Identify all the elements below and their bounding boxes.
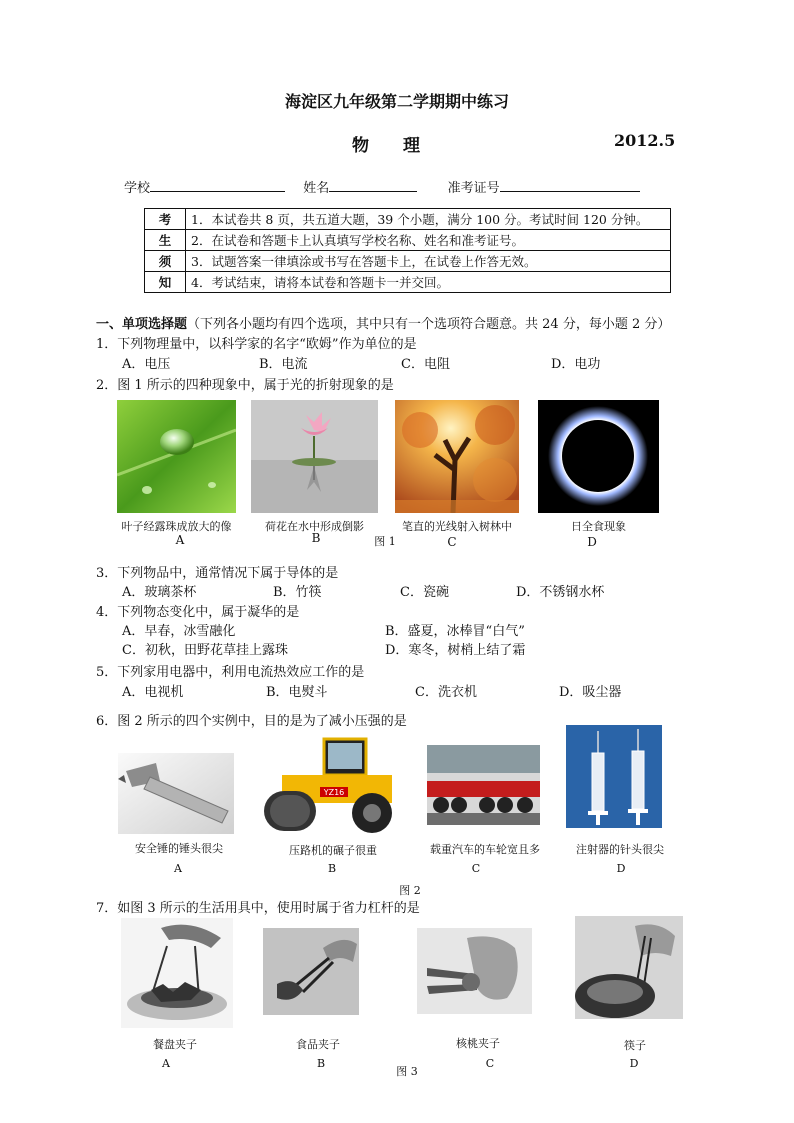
q6-caption-d: 注射器的针头很尖 <box>576 843 664 856</box>
subject-title: 物 理 <box>352 136 420 156</box>
section1-title: 一、单项选择题 <box>96 317 188 332</box>
exam-no-label: 准考证号 <box>447 181 500 196</box>
q7-caption-b: 食品夹子 <box>296 1038 340 1051</box>
name-blank[interactable] <box>329 178 417 192</box>
q3-option-d: D．不锈钢水杯 <box>516 585 605 600</box>
q6-letter-c: C <box>471 862 481 875</box>
q7-letter-b: B <box>316 1057 326 1070</box>
q5-stem: 5．下列家用电器中，利用电流热效应工作的是 <box>96 665 365 680</box>
q2-caption-c: 笔直的光线射入树林中 <box>402 520 512 533</box>
q2-letter-a: A <box>175 533 185 547</box>
q6-caption-c: 载重汽车的车轮宽且多 <box>430 843 540 856</box>
q2-caption-b: 荷花在水中形成倒影 <box>265 520 364 533</box>
q6-figure-label: 图 2 <box>399 884 421 897</box>
q7-stem: 7．如图 3 所示的生活用具中，使用时属于省力杠杆的是 <box>96 901 420 916</box>
q6-letter-a: A <box>174 862 182 875</box>
q7-letter-a: A <box>162 1057 170 1070</box>
q2-caption-d: 日全食现象 <box>571 520 626 533</box>
syringes-image <box>566 725 662 828</box>
solar-eclipse-image <box>538 400 659 513</box>
notice-row-2: 2．在试卷和答题卡上认真填写学校名称、姓名和准考证号。 <box>186 230 671 251</box>
notice-row-3: 3．试题答案一律填涂或书写在答题卡上，在试卷上作答无效。 <box>186 251 671 272</box>
q1-stem: 1．下列物理量中，以科学家的名字“欧姆”作为单位的是 <box>96 337 417 352</box>
notice-head-3: 须 <box>145 251 186 272</box>
name-label: 姓名 <box>303 181 330 196</box>
q2-stem: 2．图 1 所示的四种现象中，属于光的折射现象的是 <box>96 378 394 393</box>
q4-option-b: B．盛夏，冰棒冒“白气” <box>385 624 525 639</box>
road-roller-image <box>262 733 404 837</box>
exam-no-blank[interactable] <box>500 178 640 192</box>
heavy-truck-image <box>427 745 540 825</box>
q2-caption-a: 叶子经露珠成放大的像 <box>121 520 232 533</box>
q7-letter-c: C <box>485 1057 495 1070</box>
chopsticks-image <box>575 916 683 1019</box>
q7-caption-d: 筷子 <box>624 1039 646 1052</box>
q2-letter-d: D <box>587 535 597 549</box>
dewdrop-leaf-image <box>117 400 236 513</box>
notice-head-1: 考 <box>145 209 186 230</box>
roller-brand-text: YZ16 <box>323 788 345 797</box>
notice-row-4: 4．考试结束，请将本试卷和答题卡一并交回。 <box>186 272 671 293</box>
q6-caption-a: 安全锤的锤头很尖 <box>135 842 223 855</box>
q4-option-a: A．早春，冰雪融化 <box>122 624 236 639</box>
q2-letter-b: B <box>311 531 321 545</box>
q5-option-c: C．洗衣机 <box>415 685 477 700</box>
q6-letter-b: B <box>327 862 337 875</box>
lotus-reflection-image <box>251 400 378 513</box>
q4-option-d: D．寒冬，树梢上结了霜 <box>385 643 526 658</box>
info-line <box>124 178 640 197</box>
q5-option-d: D．吸尘器 <box>559 685 622 700</box>
section1-note: （下列各小题均有四个选项，其中只有一个选项符合题意。共 24 分，每小题 2 分） <box>187 317 671 332</box>
walnut-cracker-image <box>417 928 532 1014</box>
food-tongs-image <box>263 928 359 1015</box>
page-title: 海淀区九年级第二学期期中练习 <box>284 92 509 111</box>
q7-caption-c: 核桃夹子 <box>456 1037 500 1050</box>
q3-option-c: C．瓷碗 <box>400 585 449 600</box>
school-blank[interactable] <box>150 178 285 192</box>
q1-option-d: D．电功 <box>551 357 601 372</box>
q1-option-b: B．电流 <box>259 357 308 372</box>
q7-caption-a: 餐盘夹子 <box>153 1038 197 1051</box>
q6-stem: 6．图 2 所示的四个实例中，目的是为了减小压强的是 <box>96 714 407 729</box>
q2-figure-label: 图 1 <box>374 535 396 548</box>
notice-head-2: 生 <box>145 230 186 251</box>
plate-clip-image <box>121 918 233 1028</box>
q1-option-a: A．电压 <box>122 357 171 372</box>
section1-heading <box>96 317 670 333</box>
q6-caption-b: 压路机的碾子很重 <box>289 844 377 857</box>
q2-letter-c: C <box>447 535 457 549</box>
safety-hammer-image <box>118 753 234 834</box>
q1-option-c: C．电阻 <box>401 357 450 372</box>
q7-letter-d: D <box>629 1057 639 1070</box>
q3-option-a: A．玻璃茶杯 <box>122 585 197 600</box>
school-label: 学校 <box>124 181 151 196</box>
exam-date: 2012.5 <box>614 131 676 150</box>
tree-sunlight-image <box>395 400 519 513</box>
q6-letter-d: D <box>616 862 626 875</box>
q5-option-b: B．电熨斗 <box>266 685 328 700</box>
notice-row-1: 1．本试卷共 8 页，共五道大题，39 个小题，满分 100 分。考试时间 120 分钟。 <box>186 209 671 230</box>
q4-option-c: C．初秋，田野花草挂上露珠 <box>122 643 288 658</box>
notice-head-4: 知 <box>145 272 186 293</box>
q5-option-a: A．电视机 <box>122 685 184 700</box>
q3-stem: 3．下列物品中，通常情况下属于导体的是 <box>96 566 339 581</box>
q7-figure-label: 图 3 <box>396 1065 418 1078</box>
q3-option-b: B．竹筷 <box>273 585 322 600</box>
notice-table <box>144 208 671 293</box>
q4-stem: 4．下列物态变化中，属于凝华的是 <box>96 605 300 620</box>
